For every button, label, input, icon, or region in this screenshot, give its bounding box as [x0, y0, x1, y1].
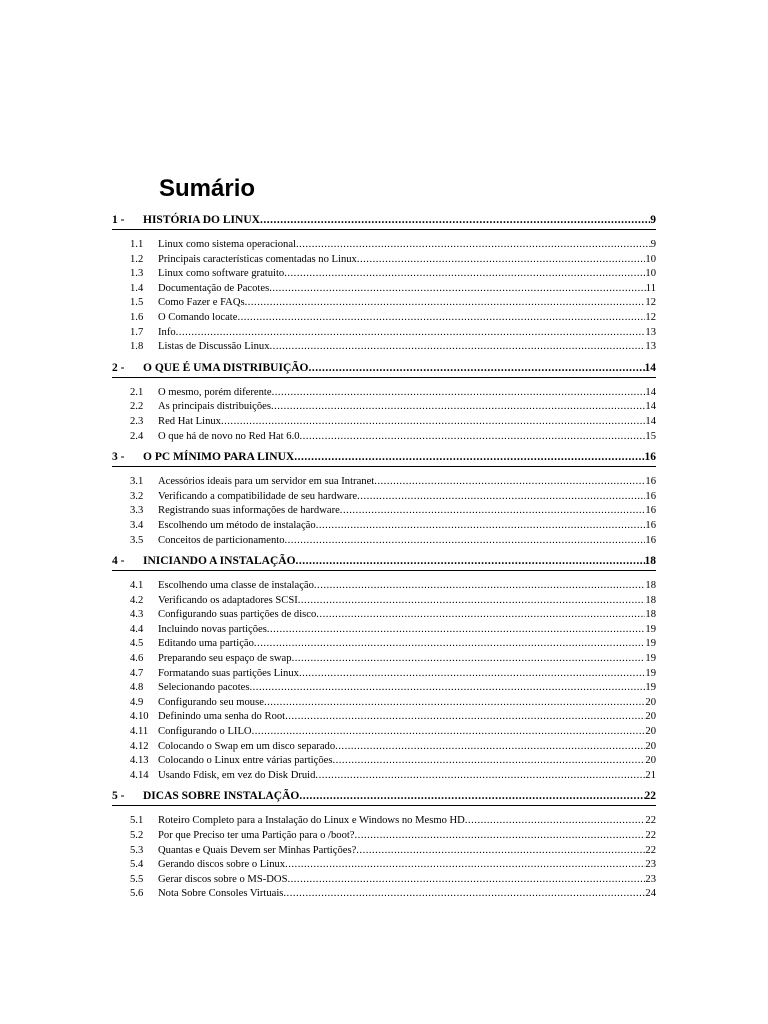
- section-page-number: 20: [645, 740, 656, 752]
- page-title: Sumário: [159, 175, 256, 202]
- section-page-number: 19: [645, 638, 656, 650]
- toc-section-entry[interactable]: [112, 534, 656, 549]
- toc-section-entry[interactable]: [112, 415, 656, 430]
- section-title: Acessórios ideais para um servidor em sua Intranet: [158, 476, 375, 488]
- section-number: 4.2: [130, 594, 144, 606]
- toc-section-entry[interactable]: [112, 594, 656, 609]
- section-page-number: 19: [645, 667, 656, 679]
- section-title: O mesmo, porém diferente: [158, 386, 272, 398]
- section-page-number: 18: [645, 609, 656, 621]
- section-title: Configurando seu mouse: [158, 696, 264, 708]
- section-title: Roteiro Completo para a Instalação do Linux e Windows no Mesmo HD: [158, 815, 465, 827]
- section-page-number: 18: [645, 580, 656, 592]
- section-page-number: 16: [645, 490, 656, 502]
- dot-leader: [316, 608, 645, 623]
- section-number: 4.4: [130, 623, 144, 635]
- section-title: Selecionando pacotes: [158, 682, 250, 694]
- section-page-number: 15: [645, 430, 656, 442]
- section-title: Conceitos de particionamento: [158, 534, 285, 546]
- section-title: Listas de Discussão Linux: [158, 341, 270, 353]
- dot-leader: [285, 534, 646, 549]
- dot-leader: [300, 430, 646, 445]
- section-page-number: 20: [645, 711, 656, 723]
- table-of-contents: [112, 212, 656, 907]
- section-page-number: 24: [645, 888, 656, 900]
- section-title: Por que Preciso ter uma Partição para o /boot?: [158, 830, 355, 841]
- dot-leader: [296, 238, 651, 253]
- section-number: 3.3: [130, 505, 144, 517]
- toc-chapter-entry[interactable]: [112, 788, 656, 806]
- chapter-page-number: 16: [644, 451, 656, 464]
- section-title: Incluindo novas partições: [158, 623, 267, 635]
- section-number: 5.5: [130, 873, 144, 885]
- section-page-number: 10: [645, 268, 656, 280]
- toc-section-entry[interactable]: [112, 519, 656, 534]
- chapter-number: 2 -: [112, 361, 125, 374]
- toc-chapter-entry[interactable]: [112, 553, 656, 571]
- toc-section-entry[interactable]: [112, 754, 656, 769]
- chapter-page-number: 22: [644, 790, 656, 803]
- chapter-number: 5 -: [112, 790, 125, 803]
- toc-section-entry[interactable]: [112, 725, 656, 740]
- section-page-number: 22: [645, 844, 656, 856]
- dot-leader: [292, 652, 646, 667]
- toc-section-entry[interactable]: [112, 769, 656, 784]
- dot-leader: [283, 887, 645, 902]
- section-number: 1.6: [130, 311, 144, 323]
- dot-leader: [357, 490, 645, 505]
- toc-section-entry[interactable]: [112, 475, 656, 490]
- dot-leader: [176, 326, 646, 341]
- section-number: 4.10: [130, 711, 149, 723]
- section-page-number: 20: [645, 755, 656, 767]
- dot-leader: [260, 212, 650, 229]
- section-page-number: 14: [645, 401, 656, 413]
- section-page-number: 13: [645, 341, 656, 353]
- section-title: Definindo uma senha do Root: [158, 711, 286, 723]
- section-number: 4.13: [130, 755, 149, 767]
- section-title: Nota Sobre Consoles Virtuais: [158, 888, 284, 900]
- section-page-number: 22: [645, 815, 656, 827]
- dot-leader: [252, 725, 646, 740]
- section-number: 5.2: [130, 830, 144, 841]
- section-title: Escolhendo um método de instalação: [158, 519, 316, 531]
- section-number: 4.5: [130, 638, 144, 650]
- chapter-page-number: 14: [644, 361, 656, 374]
- section-page-number: 20: [645, 696, 656, 708]
- toc-section-entry[interactable]: [112, 844, 656, 859]
- section-page-number: 22: [645, 830, 656, 841]
- toc-section-entry[interactable]: [112, 386, 656, 401]
- section-page-number: 23: [645, 873, 656, 885]
- dot-leader: [314, 579, 646, 594]
- section-title: Configurando o LILO: [158, 726, 252, 738]
- section-number: 4.6: [130, 653, 144, 665]
- section-title: Configurando suas partições de disco: [158, 609, 317, 621]
- toc-section-entry[interactable]: [112, 282, 656, 297]
- dot-leader: [298, 594, 646, 609]
- toc-section-entry[interactable]: [112, 814, 656, 829]
- section-number: 4.12: [130, 740, 149, 752]
- section-title: O Comando locate: [158, 311, 238, 323]
- section-page-number: 18: [645, 594, 656, 606]
- dot-leader: [340, 504, 646, 519]
- toc-section-entry[interactable]: [112, 504, 656, 519]
- dot-leader: [355, 829, 646, 844]
- chapter-title: INICIANDO A INSTALAÇÃO: [143, 555, 296, 568]
- section-title: Linux como sistema operacional: [158, 239, 296, 250]
- toc-section-entry[interactable]: [112, 267, 656, 282]
- toc-section-entry[interactable]: [112, 326, 656, 341]
- section-title: Formatando suas partições Linux: [158, 667, 299, 679]
- section-number: 5.3: [130, 844, 144, 856]
- toc-section-entry[interactable]: [112, 667, 656, 682]
- dot-leader: [284, 267, 645, 282]
- section-title: Editando uma partição: [158, 638, 254, 650]
- chapter-number: 3 -: [112, 451, 125, 464]
- section-number: 1.5: [130, 297, 144, 309]
- toc-section-entry[interactable]: [112, 400, 656, 415]
- section-title: Gerar discos sobre o MS-DOS: [158, 873, 288, 885]
- section-number: 1.7: [130, 326, 144, 338]
- dot-leader: [272, 386, 646, 401]
- section-number: 2.4: [130, 430, 144, 442]
- chapter-title: HISTÓRIA DO LINUX: [143, 214, 260, 226]
- dot-leader: [264, 696, 645, 711]
- toc-section-entry[interactable]: [112, 873, 656, 888]
- toc-section-entry[interactable]: [112, 430, 656, 445]
- dot-leader: [335, 740, 645, 755]
- toc-section-entry[interactable]: [112, 740, 656, 755]
- section-page-number: 10: [645, 253, 656, 265]
- chapter-page-number: 18: [644, 555, 656, 568]
- section-title: Documentação de Pacotes: [158, 282, 270, 294]
- toc-section-entry[interactable]: [112, 637, 656, 652]
- toc-section-entry[interactable]: [112, 608, 656, 623]
- section-page-number: 16: [645, 476, 656, 488]
- section-number: 4.14: [130, 769, 149, 781]
- section-page-number: 23: [645, 859, 656, 871]
- toc-section-entry[interactable]: [112, 340, 656, 355]
- dot-leader: [299, 788, 644, 805]
- dot-leader: [465, 814, 646, 829]
- section-page-number: 11: [645, 282, 656, 294]
- dot-leader: [285, 710, 645, 725]
- section-number: 4.9: [130, 696, 144, 708]
- section-number: 4.3: [130, 609, 144, 621]
- dot-leader: [357, 253, 646, 268]
- toc-section-entry[interactable]: [112, 296, 656, 311]
- section-number: 3.1: [130, 476, 144, 488]
- section-title: Gerando discos sobre o Linux: [158, 859, 286, 871]
- section-title: Escolhendo uma classe de instalação: [158, 580, 314, 592]
- section-page-number: 21: [645, 769, 656, 781]
- section-page-number: 20: [645, 726, 656, 738]
- section-title: Principais características comentadas no Linux: [158, 253, 357, 265]
- toc-section-entry[interactable]: [112, 623, 656, 638]
- section-number: 4.8: [130, 682, 144, 694]
- section-title: Quantas e Quais Devem ser Minhas Partições?: [158, 844, 357, 856]
- section-number: 1.8: [130, 341, 144, 353]
- section-number: 5.4: [130, 859, 144, 871]
- section-title: Colocando o Swap em um disco separado: [158, 740, 336, 752]
- toc-section-entry[interactable]: [112, 829, 656, 844]
- section-page-number: 19: [645, 682, 656, 694]
- chapter-page-number: 9: [650, 214, 656, 226]
- dot-leader: [285, 858, 645, 873]
- dot-leader: [254, 637, 646, 652]
- section-number: 4.7: [130, 667, 144, 679]
- section-page-number: 13: [645, 326, 656, 338]
- section-title: Colocando o Linux entre várias partições: [158, 755, 333, 767]
- section-page-number: 16: [645, 505, 656, 517]
- toc-section-entry[interactable]: [112, 696, 656, 711]
- dot-leader: [245, 296, 646, 311]
- chapter-number: 4 -: [112, 555, 125, 568]
- dot-leader: [271, 400, 645, 415]
- toc-chapter-entry[interactable]: [112, 360, 656, 378]
- toc-section-entry[interactable]: [112, 681, 656, 696]
- toc-section-entry[interactable]: [112, 887, 656, 902]
- section-page-number: 19: [645, 653, 656, 665]
- dot-leader: [309, 360, 645, 377]
- dot-leader: [316, 519, 646, 534]
- toc-section-entry[interactable]: [112, 238, 656, 253]
- section-title: Usando Fdisk, em vez do Disk Druid: [158, 769, 316, 781]
- chapter-number: 1 -: [112, 214, 125, 226]
- dot-leader: [374, 475, 645, 490]
- section-page-number: 12: [645, 297, 656, 309]
- section-page-number: 16: [645, 534, 656, 546]
- toc-section-entry[interactable]: [112, 710, 656, 725]
- section-number: 1.2: [130, 253, 144, 265]
- section-page-number: 9: [650, 239, 656, 250]
- toc-section-entry[interactable]: [112, 490, 656, 505]
- section-number: 3.2: [130, 490, 144, 502]
- toc-section-entry[interactable]: [112, 858, 656, 873]
- dot-leader: [221, 415, 645, 430]
- section-title: O que há de novo no Red Hat 6.0: [158, 430, 300, 442]
- toc-section-entry[interactable]: [112, 652, 656, 667]
- section-title: Linux como software gratuito: [158, 268, 285, 280]
- section-title: Red Hat Linux: [158, 415, 221, 427]
- section-number: 3.4: [130, 519, 144, 531]
- dot-leader: [267, 623, 646, 638]
- dot-leader: [250, 681, 646, 696]
- toc-section-entry[interactable]: [112, 579, 656, 594]
- section-title: Como Fazer e FAQs: [158, 297, 245, 309]
- section-number: 2.1: [130, 386, 144, 398]
- dot-leader: [299, 667, 645, 682]
- dot-leader: [294, 449, 644, 466]
- section-title: Verificando a compatibilidade de seu hardware: [158, 490, 358, 502]
- section-page-number: 19: [645, 623, 656, 635]
- toc-section-entry[interactable]: [112, 253, 656, 268]
- dot-leader: [332, 754, 645, 769]
- section-number: 5.6: [130, 888, 144, 900]
- section-page-number: 16: [645, 519, 656, 531]
- dot-leader: [315, 769, 645, 784]
- section-number: 4.1: [130, 580, 144, 592]
- section-number: 2.3: [130, 415, 144, 427]
- dot-leader: [287, 873, 645, 888]
- section-number: 3.5: [130, 534, 144, 546]
- section-title: Info: [158, 326, 176, 338]
- dot-leader: [237, 311, 645, 326]
- dot-leader: [296, 553, 645, 570]
- section-page-number: 14: [645, 415, 656, 427]
- dot-leader: [356, 844, 645, 859]
- section-number: 5.1: [130, 815, 144, 827]
- dot-leader: [270, 340, 646, 355]
- toc-chapter-entry[interactable]: [112, 449, 656, 467]
- section-title: Preparando seu espaço de swap: [158, 653, 292, 665]
- section-number: 1.3: [130, 268, 144, 280]
- toc-chapter-entry[interactable]: [112, 212, 656, 230]
- chapter-title: DICAS SOBRE INSTALAÇÃO: [143, 790, 300, 803]
- section-number: 1.1: [130, 239, 144, 250]
- section-page-number: 12: [645, 311, 656, 323]
- dot-leader: [269, 282, 646, 297]
- section-title: Verificando os adaptadores SCSI: [158, 594, 298, 606]
- section-page-number: 14: [645, 386, 656, 398]
- toc-section-entry[interactable]: [112, 311, 656, 326]
- section-number: 1.4: [130, 282, 144, 294]
- chapter-title: O QUE É UMA DISTRIBUIÇÃO: [143, 361, 309, 374]
- section-title: As principais distribuições: [158, 401, 271, 413]
- section-number: 2.2: [130, 401, 144, 413]
- chapter-title: O PC MÍNIMO PARA LINUX: [143, 451, 295, 464]
- section-number: 4.11: [130, 726, 149, 738]
- section-title: Registrando suas informações de hardware: [158, 505, 340, 517]
